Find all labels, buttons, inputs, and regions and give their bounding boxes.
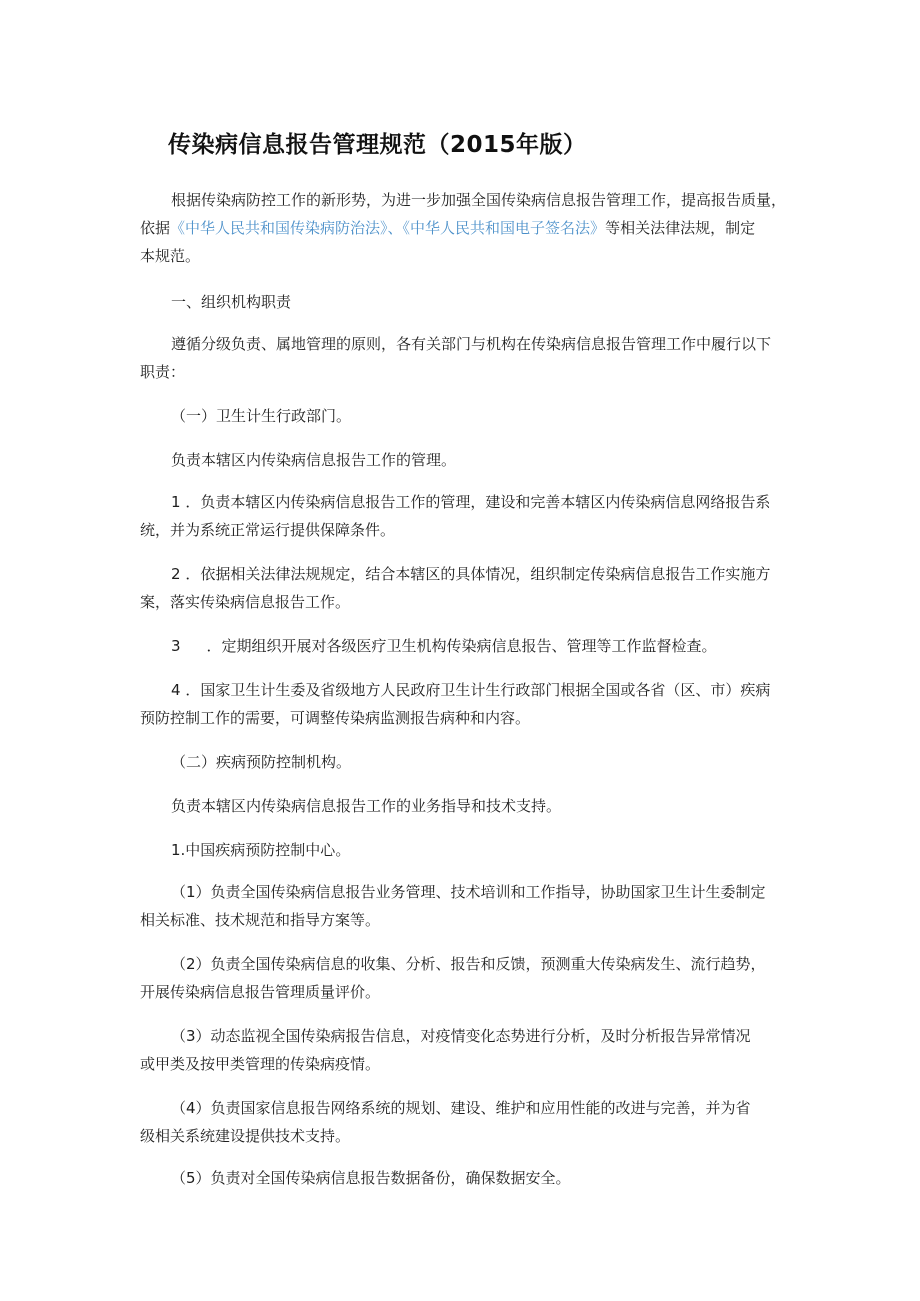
intro-line-1: 根据传染病防控工作的新形势，为进一步加强全国传染病信息报告管理工作，提高报告质量， xyxy=(171,191,787,209)
list-item: 1 ．负责本辖区内传染病信息报告工作的管理，建设和完善本辖区内传染病信息网络报告系 统，并为系统正常运行提供保障条件。 xyxy=(140,493,771,539)
subsection-1-summary: 负责本辖区内传染病信息报告工作的管理。 xyxy=(171,451,457,469)
intro-line-2: 依据《中华人民共和国传染病防治法》、《中华人民共和国电子签名法》等相关法律法规，制定 xyxy=(140,219,756,237)
list-item: （4）负责国家信息报告网络系统的规划、建设、维护和应用性能的改进与完善，并为省 级相关系统建设提供技术支持。 xyxy=(140,1099,751,1145)
list-item: 4 ．国家卫生计生委及省级地方人民政府卫生计生行政部门根据全国或各省（区、市）疾病 预防控制工作的需要，可调整传染病监测报告病种和内容。 xyxy=(140,681,771,727)
list-item: （3）动态监视全国传染病报告信息，对疫情变化态势进行分析，及时分析报告异常情况 或甲类及按甲类管理的传染病疫情。 xyxy=(140,1027,751,1073)
list-item: 3 ．定期组织开展对各级医疗卫生机构传染病信息报告、管理等工作监督检查。 xyxy=(171,637,717,655)
list-item: （1）负责全国传染病信息报告业务管理、技术培训和工作指导，协助国家卫生计生委制定 相关标准、技术规范和指导方案等。 xyxy=(140,883,766,929)
list-item: （2）负责全国传染病信息的收集、分析、报告和反馈，预测重大传染病发生、流行趋势， 开展传染病信息报告管理质量评价。 xyxy=(140,955,766,1001)
law-link-infectious-disease[interactable]: 《中华人民共和国传染病防治法》 xyxy=(170,219,388,237)
law-link-electronic-signature[interactable]: 《中华人民共和国电子签名法》 xyxy=(402,219,606,237)
subsection-2-summary: 负责本辖区内传染病信息报告工作的业务指导和技术支持。 xyxy=(171,797,562,815)
intro-paragraph xyxy=(140,186,790,270)
list-item: （5）负责对全国传染病信息报告数据备份，确保数据安全。 xyxy=(171,1169,571,1187)
section-heading-1: 一、组织机构职责 xyxy=(171,293,292,311)
subsection-heading-1: （一）卫生计生行政部门。 xyxy=(171,407,352,425)
principle-paragraph: 遵循分级负责、属地管理的原则，各有关部门与机构在传染病信息报告管理工作中履行以下 职责： xyxy=(140,335,772,381)
document-title: 传染病信息报告管理规范（2015年版） xyxy=(168,132,587,158)
list-item: 2 ．依据相关法律法规规定，结合本辖区的具体情况，组织制定传染病信息报告工作实施方 案，落实传染病信息报告工作。 xyxy=(140,565,771,611)
subsection-heading-2: （二）疾病预防控制机构。 xyxy=(171,753,352,771)
cdc-heading: 1.中国疾病预防控制中心。 xyxy=(171,841,351,859)
intro-line-3: 本规范。 xyxy=(140,247,201,265)
